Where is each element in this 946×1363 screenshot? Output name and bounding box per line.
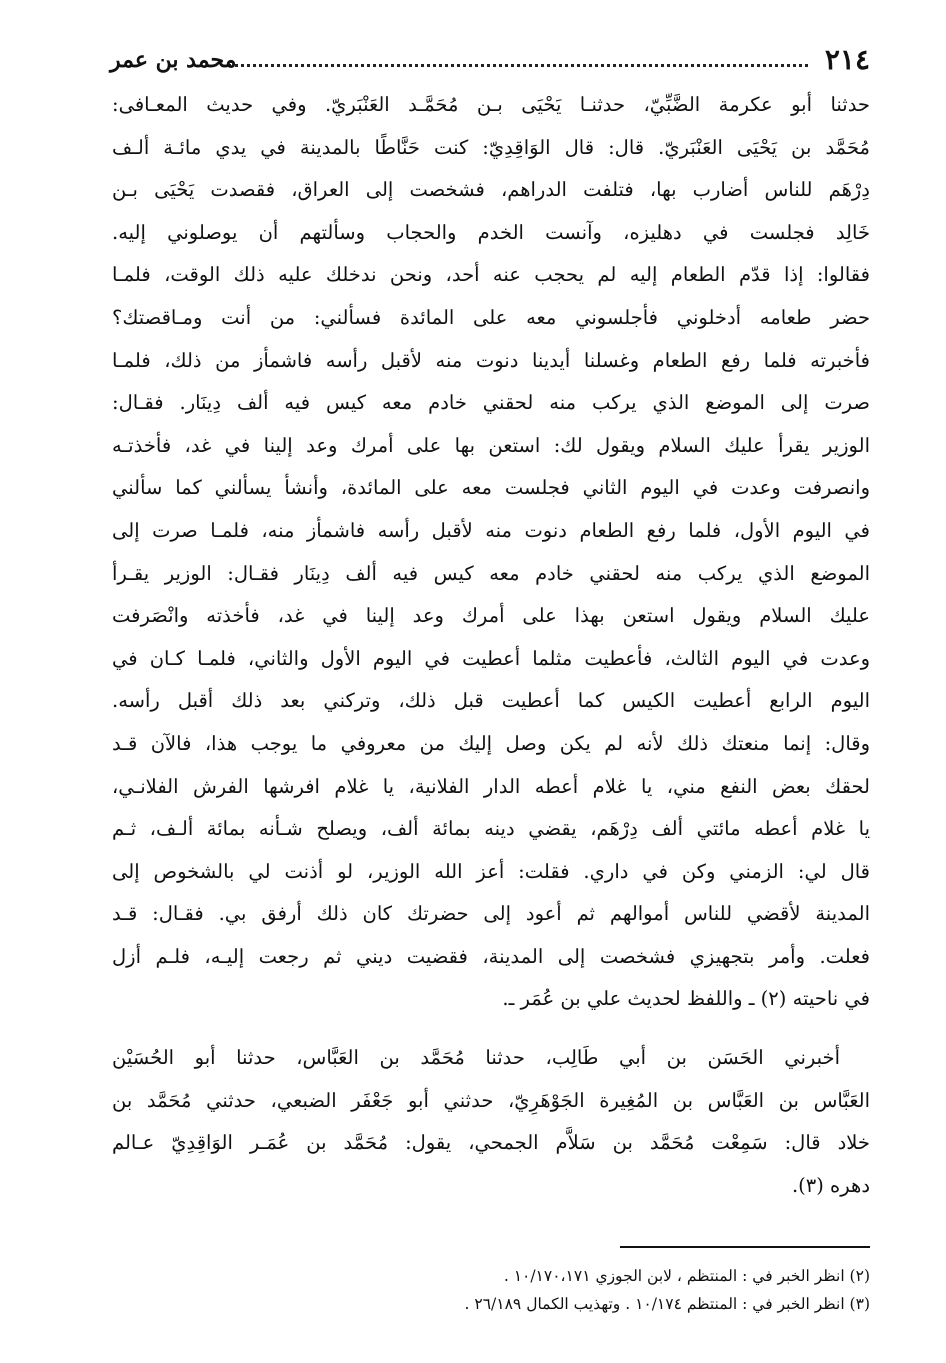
paragraph-1 [112, 84, 870, 1021]
footnote-separator [620, 1246, 870, 1248]
text-line: عليك السلام ويقول استعن بهذا على أمرك وعد إلينا في غد، فأخذته وانْصَرفت [112, 604, 870, 628]
text-line: الوزير يقرأ عليك السلام ويقول لك: استعن بها على أمرك وعد إلينا في غد، فأخذتـه [112, 433, 870, 457]
text-line: دِرْهَم للناس أضارب بها، فتلفت الدراهم، فشخصت إلى العراق، فقصدت يَحْيَى بـن [112, 178, 870, 202]
text-line: الموضع الذي يركب منه لحقني خادم معه كيس فيه ألف دِينَار فقـال: الوزير يقـرأ [112, 561, 870, 585]
main-text [112, 84, 870, 1207]
text-line: المدينة لأقضي للناس أموالهم ثم أعود إلى حضرتك كان ذلك أرفق بي. فقـال: قـد [112, 902, 870, 926]
text-line: قال لي: الزمني وكن في داري. فقلت: أعز الله الوزير، لو أذنت لي بالشخوص إلى [112, 859, 870, 883]
text-line: فقالوا: إذا قدّم الطعام إليه لم يحجب عنه أحد، ونحن ندخلك عليه ذلك الوقت، فلمـا [112, 263, 870, 287]
text-line: يا غلام أعطه مائتي ألف دِرْهَم، يقضي دينه بمائة ألف، ويصلح شـأنه بمائة ألـف، ثـم [112, 817, 870, 841]
text-line: خَالِد فجلست في دهليزه، وآنست الخدم والحجاب وسألتهم أن يوصلوني إليه. [112, 220, 870, 244]
text-line: مُحَمَّد بن يَحْيَى العَنْبَريّ. قال: قال الوَاقِدِيّ: كنت حَنَّاطًا بالمدينة في يدي مائـة ألـف [112, 135, 870, 159]
text-line: خلاد قال: سَمِعْت مُحَمَّد بن سَلاَّم الجمحي، يقول: مُحَمَّد بن عُمَـر الوَاقِدِيّ عـالم [112, 1131, 870, 1155]
header-dotted-leader [228, 64, 808, 67]
footnote-3: (٣) انظر الخبر في : المنتظم ١٠/١٧٤ . وتهذيب الكمال ٢٦/١٨٩ . [464, 1295, 870, 1313]
paragraph-2 [112, 1037, 870, 1207]
footnote-2: (٢) انظر الخبر في : المنتظم ، لابن الجوزي ١٠/١٧٠،١٧١ . [503, 1267, 870, 1285]
text-line: العَبَّاس بن العَبَّاس بن المُغِيرة الجَوْهَرِيّ، حدثني أبو جَعْفَر الضبعي، حدثني مُحَمَّد بن [112, 1088, 870, 1112]
text-line: في اليوم الأول، فلما رفع الطعام دنوت منه لأقبل رأسه فاشمأز منه، فلمـا صرت إلى [112, 518, 870, 542]
text-line: وقال: إنما منعتك ذلك لأنه لم يكن وصل إليك من معروفي ما يوجب هذا، فالآن قـد [112, 731, 870, 755]
text-line: صرت إلى الموضع الذي يركب منه لحقني خادم معه كيس فيه ألف دِينَار. فقـال: [112, 391, 870, 415]
text-line: وانصرفت وعدت في اليوم الثاني فجلست معه على المائدة، وأنشأ يسألني كما سألني [112, 476, 870, 500]
page-header [110, 40, 870, 80]
text-line: اليوم الرابع أعطيت الكيس كما أعطيت قبل ذلك، وتركني بعد ذلك أقبل رأسه. [112, 689, 870, 713]
running-title: محمد بن عمر [110, 47, 237, 73]
paragraph-spacer [112, 1021, 870, 1037]
text-line: أخبرني الحَسَن بن أبي طَالِب، حدثنا مُحَمَّد بن العَبَّاس، حدثنا أبو الحُسَيْن [112, 1046, 840, 1070]
text-line: لحقك بعض النفع مني، يا غلام أعطه الدار الفلانية، يا غلام افرشها الفرش الفلانـي، [112, 774, 870, 798]
page-number: ٢١٤ [824, 43, 870, 76]
text-line: حدثنا أبو عكرمة الضَّبِّيّ، حدثنـا يَحْيَى بـن مُحَمَّـد العَنْبَريّ. وفي حديث المعـافى: [112, 93, 870, 116]
text-line: حضر طعامه أدخلوني فأجلسوني معه على المائدة فسألني: من أنت ومـاقصتك؟ [112, 305, 870, 329]
text-line: وعدت في اليوم الثالث، فأعطيت مثلما أعطيت في اليوم الأول والثاني، فلمـا كـان في [112, 646, 870, 670]
footnotes [112, 1262, 870, 1318]
text-line: فأخبرته فلما رفع الطعام وغسلنا أيدينا دنوت منه لأقبل رأسه فاشمأز من ذلك، فلمـا [112, 348, 870, 372]
text-line: في ناحيته (٢) ـ واللفظ لحديث علي بن عُمَر ـ. [502, 987, 870, 1011]
text-line: دهره (٣). [791, 1173, 870, 1197]
text-line: فعلت. وأمر بتجهيزي فشخصت إلى المدينة، فقضيت ديني ثم رجعت إليـه، فلـم أزل [112, 944, 870, 968]
